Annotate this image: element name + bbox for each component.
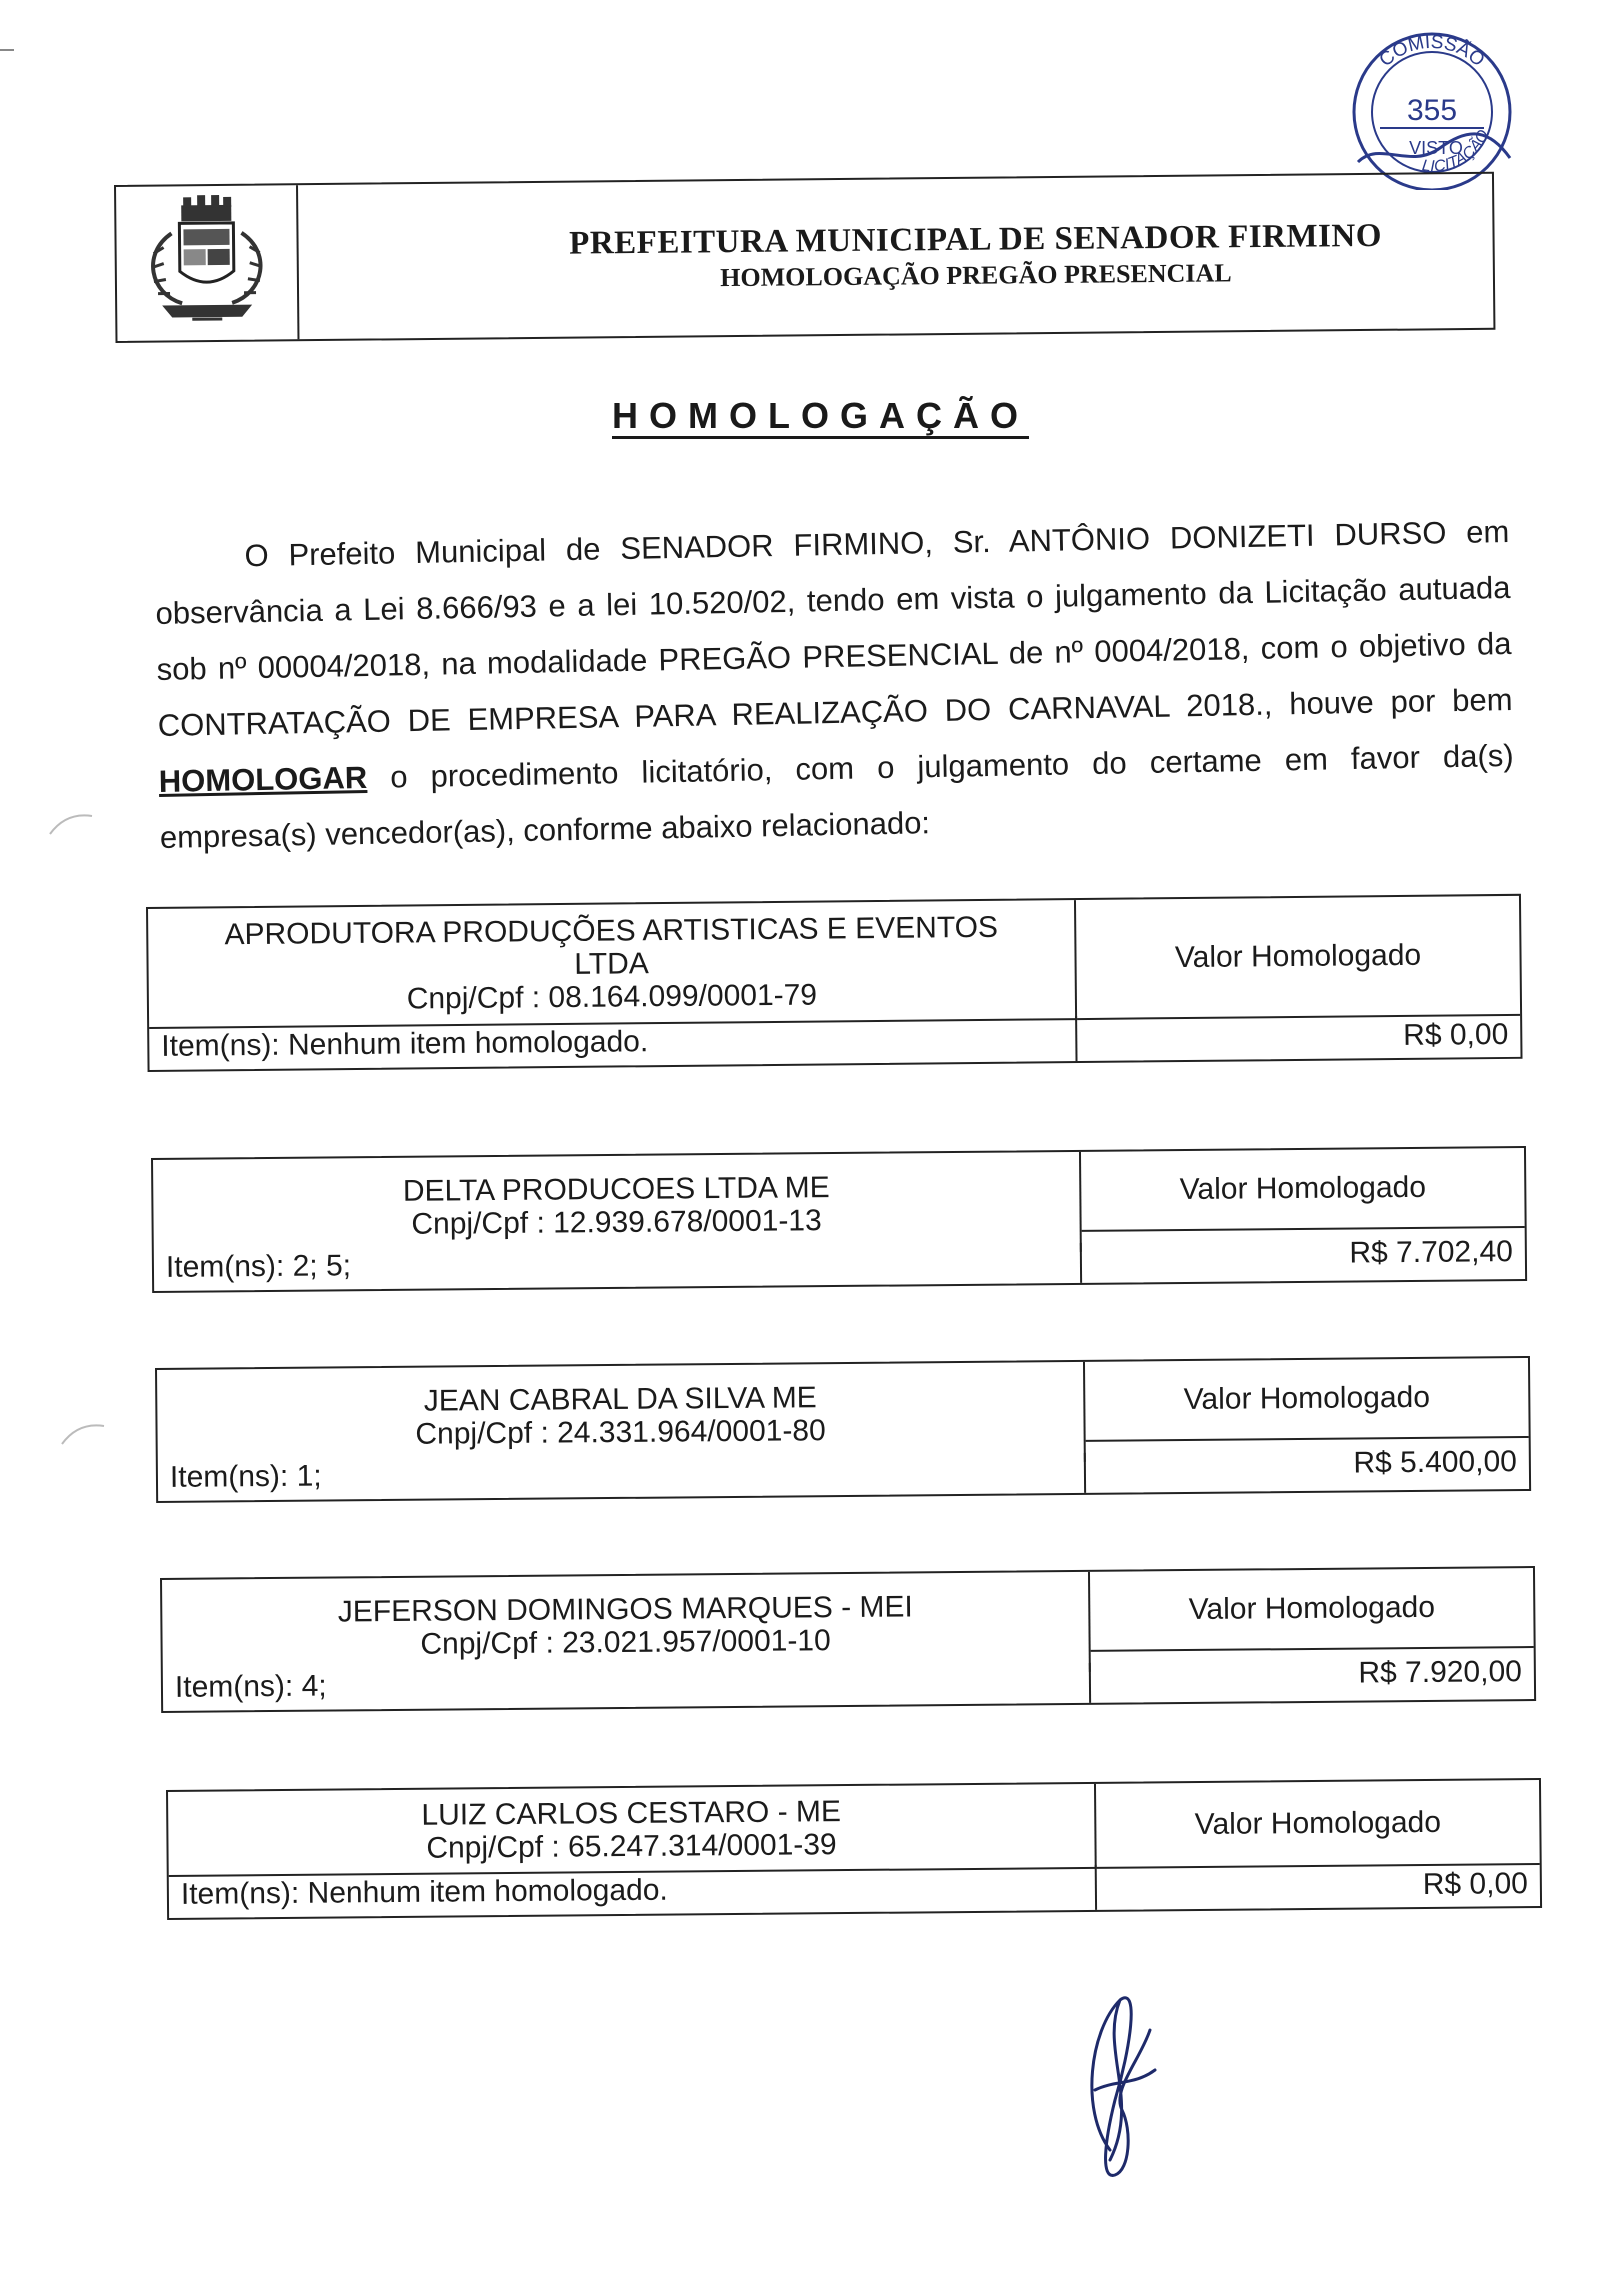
vendor-items xyxy=(154,1243,1082,1291)
vendor-table xyxy=(155,1356,1531,1503)
crest-cell xyxy=(116,185,299,341)
paragraph-text-2: o procedimento licitatório, com o julgamento do certame em favor da(s) empresa(s) vencedor(as), conforme abaixo relacionado: xyxy=(159,737,1514,855)
value-label-cell xyxy=(1085,1358,1529,1442)
vendor-name: LUIZ CARLOS CESTARO - ME xyxy=(421,1794,842,1832)
vendor-items xyxy=(163,1663,1091,1711)
vendor-items-text: Item(ns): Nenhum item homologado. xyxy=(180,1873,668,1911)
vendor-value-text: R$ 0,00 xyxy=(1403,1017,1509,1052)
vendor-value xyxy=(1086,1434,1529,1493)
vendor-name: JEAN CABRAL DA SILVA ME xyxy=(423,1381,817,1418)
svg-text:COMISSÃO xyxy=(1376,32,1489,71)
vendor-value xyxy=(1097,1861,1540,1910)
value-label: Valor Homologado xyxy=(1174,938,1422,975)
value-label: Valor Homologado xyxy=(1194,1805,1442,1841)
stamp-top-text: COMISSÃO xyxy=(1375,31,1489,72)
vendor-value xyxy=(1077,1012,1520,1061)
vendor-value-text: R$ 5.400,00 xyxy=(1353,1444,1518,1480)
vendor-cnpj: Cnpj/Cpf : 24.331.964/0001-80 xyxy=(415,1414,826,1451)
value-label-cell xyxy=(1081,1148,1525,1232)
vendor-value xyxy=(1091,1644,1534,1703)
municipality-title: PREFEITURA MUNICIPAL DE SENADOR FIRMINO xyxy=(569,217,1383,262)
vendor-cnpj: Cnpj/Cpf : 65.247.314/0001-39 xyxy=(426,1827,837,1865)
value-label: Valor Homologado xyxy=(1179,1170,1427,1207)
value-label: Valor Homologado xyxy=(1188,1590,1436,1627)
paragraph-text-1: O Prefeito Municipal de SENADOR FIRMINO, Sr. ANTÔNIO DONIZETI DURSO em observância a Lei 8.666/93 e a lei 10.520/02, tendo em vista o julgamento da Licitação autuada sob nº 00004/2018, na modalidade PREGÃO PRESENCIAL de nº 0004/2018, com o objetivo da CONTRATAÇÃO DE EMPRESA PARA REALIZAÇÃO DO CARNAVAL 2018., houve por bem xyxy=(155,513,1513,743)
vendor-table xyxy=(146,894,1523,1072)
paragraph-highlight: HOMOLOGAR xyxy=(158,759,368,799)
document-header xyxy=(114,172,1495,343)
vendor-table xyxy=(166,1778,1542,1920)
vendor-items-text: Item(ns): 2; 5; xyxy=(165,1249,352,1284)
vendor-name: APRODUTORA PRODUÇÕES ARTISTICAS E EVENTOS xyxy=(224,910,999,951)
value-label-cell xyxy=(1096,1780,1540,1869)
stamp-visto-text: VISTO xyxy=(1409,138,1463,158)
value-label-cell xyxy=(1076,896,1520,1020)
scan-mark xyxy=(0,48,14,52)
vendor-name: JEFERSON DOMINGOS MARQUES - MEI xyxy=(337,1590,913,1629)
vendor-name-continued: LTDA xyxy=(574,946,649,981)
vendor-items-text: Item(ns): 4; xyxy=(174,1669,327,1704)
municipal-crest-icon xyxy=(131,192,282,333)
vendor-items xyxy=(169,1865,1097,1918)
vendor-items-text: Item(ns): 1; xyxy=(169,1459,322,1494)
page-title: HOMOLOGAÇÃO xyxy=(612,395,1029,436)
vendor-items xyxy=(158,1453,1086,1501)
vendor-value-text: R$ 7.920,00 xyxy=(1358,1654,1523,1690)
header-titles xyxy=(298,174,1493,339)
homologation-paragraph xyxy=(154,504,1515,866)
vendor-table xyxy=(151,1146,1527,1293)
handwritten-signature-icon xyxy=(1060,1990,1170,2190)
vendor-name: DELTA PRODUCOES LTDA ME xyxy=(402,1171,830,1208)
commission-stamp-icon xyxy=(1340,20,1522,190)
stamp-bottom-text: LICITAÇÃO xyxy=(1420,127,1493,176)
value-label: Valor Homologado xyxy=(1183,1380,1431,1417)
vendor-value-text: R$ 7.702,40 xyxy=(1349,1234,1514,1270)
vendor-cnpj: Cnpj/Cpf : 12.939.678/0001-13 xyxy=(411,1204,822,1241)
vendor-items xyxy=(149,1016,1077,1070)
document-subtitle: HOMOLOGAÇÃO PREGÃO PRESENCIAL xyxy=(720,257,1232,292)
vendor-name-cell xyxy=(168,1784,1097,1877)
vendor-cnpj: Cnpj/Cpf : 08.164.099/0001-79 xyxy=(406,978,818,1016)
vendor-cnpj: Cnpj/Cpf : 23.021.957/0001-10 xyxy=(420,1624,831,1661)
punch-hole-mark xyxy=(58,1418,108,1448)
vendor-value xyxy=(1082,1224,1525,1283)
vendor-table xyxy=(160,1566,1536,1713)
vendor-value-text: R$ 0,00 xyxy=(1422,1866,1529,1901)
value-label-cell xyxy=(1090,1568,1534,1652)
punch-hole-mark xyxy=(46,808,96,838)
vendor-name-cell xyxy=(148,900,1077,1029)
stamp-number: 355 xyxy=(1406,94,1458,127)
vendor-items-text: Item(ns): Nenhum item homologado. xyxy=(161,1025,649,1063)
